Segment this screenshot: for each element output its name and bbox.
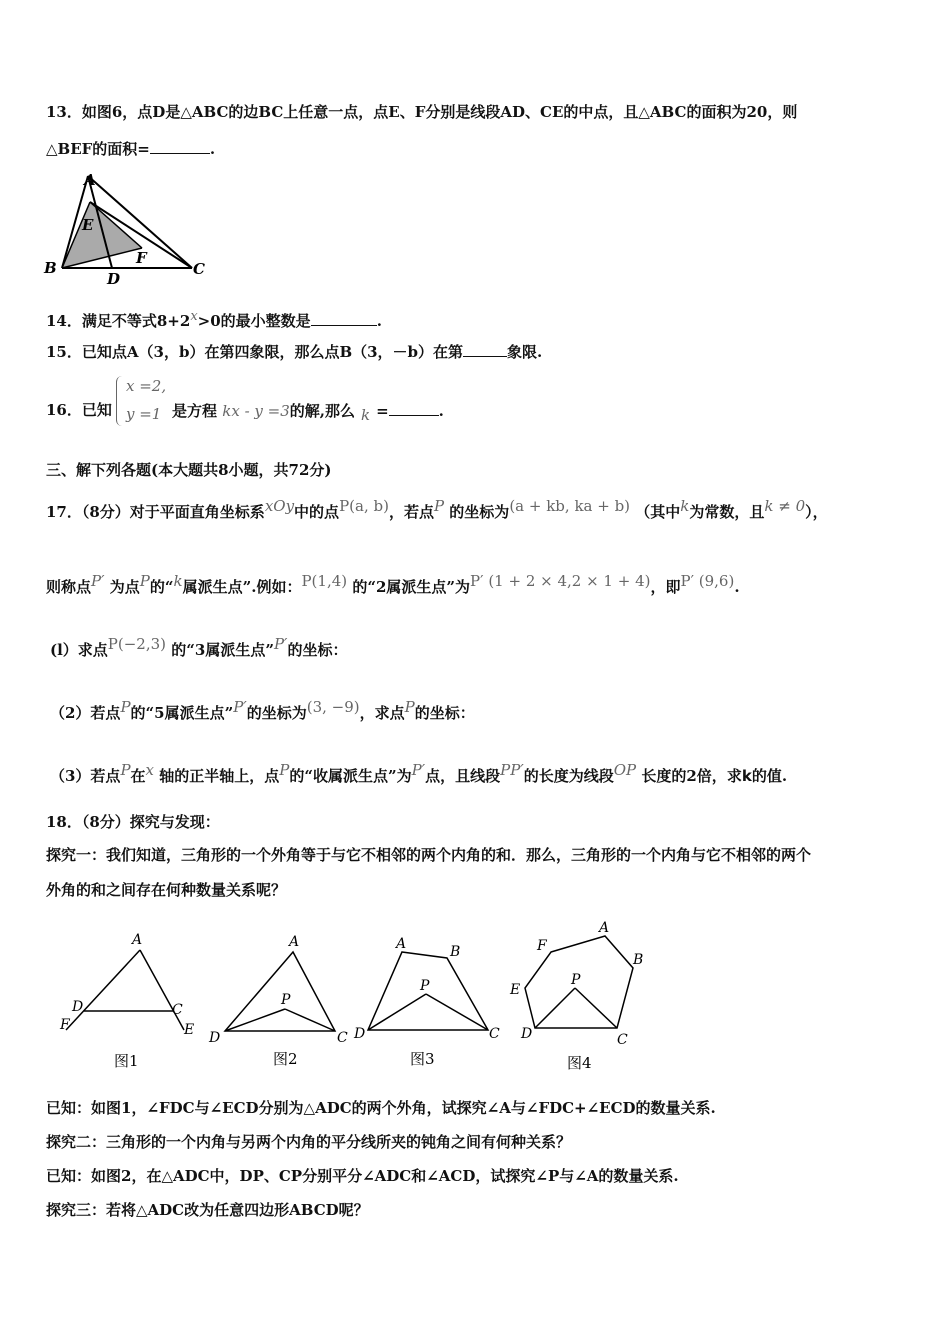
f4-label-A: A [599,920,610,936]
q16-sys-line2: y =1 [126,405,162,423]
q15-post: 象限. [507,343,543,361]
q14-tail: . [376,312,382,330]
f4-label-D: D [521,1026,533,1042]
q17-line2: 则称点$^{P'}$ 为点$^P$的“$^k$属派生点”.例如：$^{P(1,4)}$ 的“2属派生点”为$^{P' (1 + 2 \times 4,2 \times 1 + 4)}$，即$^{P' (9,6)}$. [46,572,740,596]
q14 [46,307,382,331]
q17-part2: （2）若点$^P$的“5属派生点”$^{P'}$的坐标为$^{(3, -9)}$，求点$^P$的坐标： [50,698,475,722]
f3-caption: 图3 [410,1050,435,1068]
q17-part3: （3）若点$^P$在$^x$ 轴的正半轴上，点$^P$的“收属派生点”为$^{P'}$点，且线段$^{PP'}$的长度为线段$^{OP}$ 长度的2倍，求k的值. [50,761,788,785]
q18-explore3: 探究三：若将△ADC改为任意四边形ABCD呢？ [46,1201,369,1219]
q16-rest [172,400,444,424]
label-A: A [84,171,96,189]
f2-caption: 图2 [273,1050,298,1068]
f4-label-C: C [617,1032,628,1048]
label-B: B [44,259,57,277]
q18-explore2: 探究二：三角形的一个内角与另两个内角的平分线所夹的钝角之间有何种关系？ [46,1133,572,1151]
f2-label-C: C [337,1030,348,1046]
f1-label-F: F [60,1017,70,1033]
q13-tail: . [209,140,216,158]
f3-label-B: B [450,944,461,960]
section3-heading: 三、解下列各题(本大题共8小题，共72分) [46,461,332,479]
label-D: D [107,270,121,288]
q15 [46,342,542,362]
f1-label-E: E [184,1022,195,1038]
f4-label-E: E [510,982,521,998]
f4-label-P: P [571,972,581,988]
f4-label-B: B [633,952,644,968]
q16-answer-blank[interactable] [389,401,439,416]
q14-post: >0的最小整数是 [197,312,311,330]
q18-known2: 已知：如图2，在△ADC中，DP、CP分别平分∠ADC和∠ACD，试探究∠P与∠A的数量关系. [46,1167,679,1185]
f1-label-C: C [172,1002,183,1018]
figure-1 [52,928,212,1078]
q16-tail: . [438,402,444,420]
f2-label-P: P [281,992,291,1008]
q18-explore1-a: 探究一：我们知道，三角形的一个外角等于与它不相邻的两个内角的和．那么，三角形的一个内角与它不相邻的两个 [46,846,812,864]
q16-post: = [376,402,389,420]
q15-text: 15．已知点A（3，b）在第四象限，那么点B（3，－b）在第 [46,343,464,361]
q16-sys-line1: x =2, [126,377,167,395]
label-C: C [193,260,205,278]
label-F: F [136,249,147,267]
q16-mid2: 的解,那么 [289,402,355,420]
f1-caption: 图1 [114,1052,139,1070]
label-E: E [82,216,94,234]
q16-equation: kx - y =3 [222,402,290,420]
f4-label-F: F [537,938,547,954]
q14-exp: x [190,309,198,324]
f2-label-A: A [289,934,300,950]
q13-answer-blank[interactable] [150,139,210,154]
q14-answer-blank[interactable] [311,311,377,326]
q16-label: 16．已知 [46,401,112,419]
q18-title: 18．（8分）探究与发现： [46,813,220,831]
f4-caption: 图4 [567,1054,592,1072]
f2-label-D: D [209,1030,221,1046]
f1-label-A: A [132,932,143,948]
figure-2 [205,928,355,1078]
figure-3 [352,928,512,1078]
q13-line2 [46,139,215,159]
q18-known1: 已知：如图1，∠FDC与∠ECD分别为△ADC的两个外角，试探究∠A与∠FDC+∠ECD的数量关系. [46,1099,716,1117]
figure-4 [505,912,665,1072]
q18-explore1-b: 外角的和之间存在何种数量关系呢？ [46,881,287,899]
q13-text: △BEF的面积= [46,140,150,158]
f3-label-C: C [489,1026,500,1042]
f1-label-D: D [72,999,84,1015]
q17-part1: (l）求点$^{P(-2,3)}$ 的“3属派生点”$^{P'}$的坐标： [50,635,348,659]
q14-pre: 14．满足不等式8+2 [46,312,191,330]
q17-line1: 17．（8分）对于平面直角坐标系$^{xOy}$中的点$^{P(a, b)}$，若点$^P$ 的坐标为$^{(a + kb, ka + b)}$ （其中$^k$为常数，且$^{k \ne 0}$）， [46,497,828,521]
q16-mid: 是方程 [172,402,218,420]
q13-line1: 13．如图6，点D是△ABC的边BC上任意一点，点E、F分别是线段AD、CE的中点，且△ABC的面积为20，则 [46,103,798,121]
q15-answer-blank[interactable] [463,342,507,357]
q16-k: k [361,406,371,424]
f3-label-A: A [396,936,407,952]
f3-label-D: D [354,1026,366,1042]
f3-label-P: P [420,978,430,994]
q16-system-brace [116,376,125,426]
